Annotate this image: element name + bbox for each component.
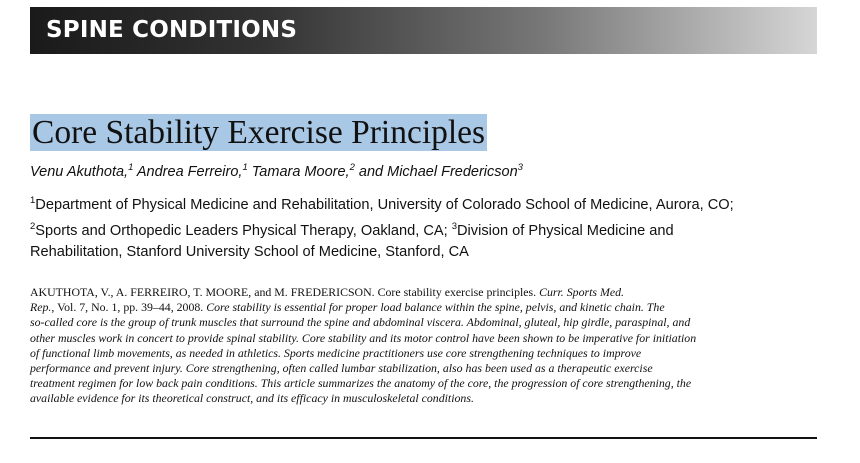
italic-text: available evidence for its theoretical construct, and its efficacy in musculoskeletal conditions. — [30, 391, 474, 406]
author-name: and Michael Fredericson — [354, 163, 518, 180]
italic-text: performance and prevent injury. Core strengthening, often called lumbar stabilization, also has been used as a therapeutic exercise — [30, 361, 653, 376]
italic-text: Rep. — [30, 300, 52, 315]
abstract-line — [30, 300, 817, 315]
affiliation-line — [30, 190, 830, 216]
author-name: Tamara Moore, — [247, 163, 350, 180]
author-affiliation-mark: 1 — [128, 162, 134, 173]
italic-text: treatment regimen for low back pain conditions. This article summarizes the anatomy of the core, the progression of core strengthening, the — [30, 376, 692, 391]
affiliation-line — [30, 216, 830, 242]
text-segment: Rehabilitation, Stanford University School of Medicine, Stanford, CA — [30, 243, 469, 260]
divider-rule — [30, 437, 817, 439]
abstract-line — [30, 361, 817, 376]
text-segment: Department of Physical Medicine and Rehabilitation, University of Colorado School of Medicine, Aurora, CO; — [35, 196, 734, 213]
affiliation-mark: 1 — [30, 195, 36, 206]
affiliation-mark: 3 — [451, 220, 458, 232]
author-name: Andrea Ferreiro, — [133, 163, 243, 180]
abstract — [30, 285, 817, 407]
text-segment: AKUTHOTA, V., A. FERREIRO, T. MOORE, and M. FREDERICSON. Core stability exercise principles. — [30, 285, 540, 299]
author-affiliation-mark: 3 — [517, 162, 523, 173]
text-segment: , Vol. 7, No. 1, pp. 39–44, 2008. — [51, 300, 207, 315]
section-label: SPINE CONDITIONS — [46, 17, 298, 43]
author-affiliation-mark: 2 — [349, 162, 355, 173]
italic-text: so-called core is the group of trunk muscles that surround the spine and abdominal viscera. Abdominal, gluteal, hip girdle, paraspinal, and — [30, 315, 691, 330]
italic-text: Curr. Sports Med. — [539, 285, 624, 299]
affiliation-mark: 2 — [30, 220, 36, 232]
abstract-line — [30, 315, 817, 330]
abstract-line — [30, 285, 817, 300]
affiliation-line — [30, 242, 830, 263]
article-title-text: Core Stability Exercise Principles — [32, 114, 486, 151]
italic-text: of functional limb movements, as needed in athletics. Sports medicine practitioners use core strengthening techniques to improve — [30, 345, 642, 360]
abstract-line — [30, 331, 817, 346]
affiliations — [30, 190, 830, 263]
article-title — [30, 110, 487, 156]
section-header-band — [30, 7, 817, 54]
abstract-line — [30, 391, 817, 406]
italic-text: Core stability is essential for proper load balance within the spine, pelvis, and kinetic chain. The — [206, 300, 665, 315]
author-list — [30, 162, 523, 180]
text-segment: Sports and Orthopedic Leaders Physical Therapy, Oakland, CA; — [35, 222, 452, 239]
text-segment: Division of Physical Medicine and — [457, 222, 674, 239]
abstract-line — [30, 346, 817, 361]
author-affiliation-mark: 1 — [242, 162, 248, 173]
abstract-line — [30, 376, 817, 391]
italic-text: other muscles work in concert to provide spinal stability. Core stability and its motor control have been shown to be imperative for initiation — [30, 330, 697, 345]
author-name: Venu Akuthota, — [30, 163, 129, 180]
